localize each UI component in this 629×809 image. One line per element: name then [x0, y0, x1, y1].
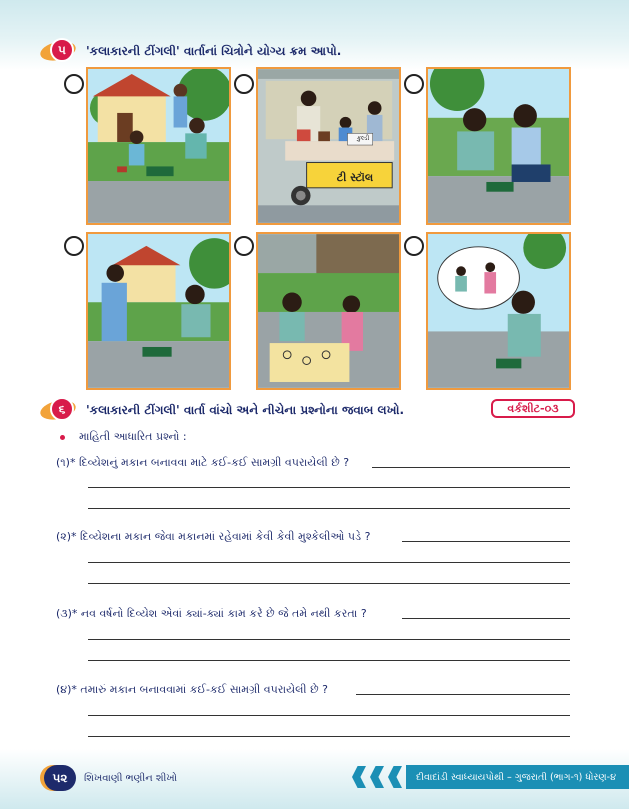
- order-circle-4[interactable]: [64, 236, 84, 256]
- answer-line-1c[interactable]: [88, 508, 570, 509]
- story-panel-2: [256, 67, 401, 225]
- story-panel-4: [86, 232, 231, 390]
- bullet-icon: [60, 435, 65, 440]
- answer-line-3c[interactable]: [88, 660, 570, 661]
- info-questions-subheading: [60, 430, 187, 444]
- order-circle-6[interactable]: [404, 236, 424, 256]
- answer-line-2b[interactable]: [88, 562, 570, 563]
- panel-3-illustration: [428, 69, 569, 223]
- answer-line-4c[interactable]: [88, 736, 570, 737]
- tea-stall-sign: ટી સ્ટૉલ: [336, 171, 374, 184]
- panel-5-illustration: [258, 234, 399, 388]
- answer-line-2a[interactable]: [402, 541, 570, 542]
- question-1-label: (૧)* દિવ્યેશનું મકાન બનાવવા માટે કઈ-કઈ સામગ્રી વપરાયેલી છે ?: [56, 456, 350, 469]
- chevron-left-icon: [352, 766, 366, 788]
- answer-line-4a[interactable]: [356, 694, 570, 695]
- story-panel-5: [256, 232, 401, 390]
- question-6-number: ૬: [50, 397, 74, 421]
- answer-line-1b[interactable]: [88, 487, 570, 488]
- question-5-text: 'કલાકારની ટીંગલી' વાર્તાનાં ચિત્રોને યોગ્ય ક્રમ આપો.: [86, 43, 342, 58]
- order-circle-5[interactable]: [234, 236, 254, 256]
- chevron-left-icon: [370, 766, 384, 788]
- order-circle-1[interactable]: [64, 74, 84, 94]
- question-6-heading: [40, 397, 404, 423]
- answer-line-4b[interactable]: [88, 715, 570, 716]
- question-5-badge: [40, 38, 80, 64]
- chevron-left-icon: [388, 766, 402, 788]
- subheading-text: માહિતી આધારિત પ્રશ્નો :: [79, 430, 187, 443]
- question-2-label: (૨)* દિવ્યેશના મકાન જેવા મકાનમાં રહેવામાં કેવી કેવી મુશ્કેલીઓ પડે ?: [56, 530, 371, 543]
- question-6-badge: [40, 397, 80, 423]
- panel-6-illustration: [428, 234, 569, 388]
- publisher-name: શિખવાણી ભણીન શીખો: [84, 772, 178, 784]
- answer-line-3a[interactable]: [402, 618, 570, 619]
- footer-left: [44, 765, 177, 791]
- order-circle-2[interactable]: [234, 74, 254, 94]
- story-panel-1: [86, 67, 231, 225]
- question-5-number: ૫: [50, 38, 74, 62]
- question-6-text: 'કલાકારની ટીંગલી' વાર્તા વાંચો અને નીચેના પ્રશ્નોના જવાબ લખો.: [86, 402, 405, 417]
- story-panel-6: [426, 232, 571, 390]
- question-5-heading: [40, 38, 341, 64]
- footer-series-bar: [352, 764, 629, 790]
- story-panel-3: [426, 67, 571, 225]
- panel-1-illustration: [88, 69, 229, 223]
- question-4-label: (૪)* તમારું મકાન બનાવવામાં કઈ-કઈ સામગ્રી વપરાયેલી છે ?: [56, 683, 328, 696]
- question-3-label: (૩)* નવ વર્ષનો દિવ્યેશ એવાં ક્યાં-ક્યાં કામ કરે છે જે તમે નથી કરતા ?: [56, 607, 367, 620]
- panel-4-illustration: [88, 234, 229, 388]
- tea-stall-board: કુલ્ડી: [356, 135, 370, 142]
- order-circle-3[interactable]: [404, 74, 424, 94]
- answer-line-1a[interactable]: [372, 467, 570, 468]
- worksheet-badge: વર્કશીટ-૦૩: [491, 399, 575, 418]
- answer-line-2c[interactable]: [88, 583, 570, 584]
- page-number: ૫૨: [44, 765, 76, 791]
- panel-2-illustration: [258, 69, 399, 223]
- series-title: દીવાદાંડી સ્વાધ્યાયપોથી – ગુજરાતી (ભાગ-૧) ધોરણ-૪: [406, 765, 629, 789]
- answer-line-3b[interactable]: [88, 639, 570, 640]
